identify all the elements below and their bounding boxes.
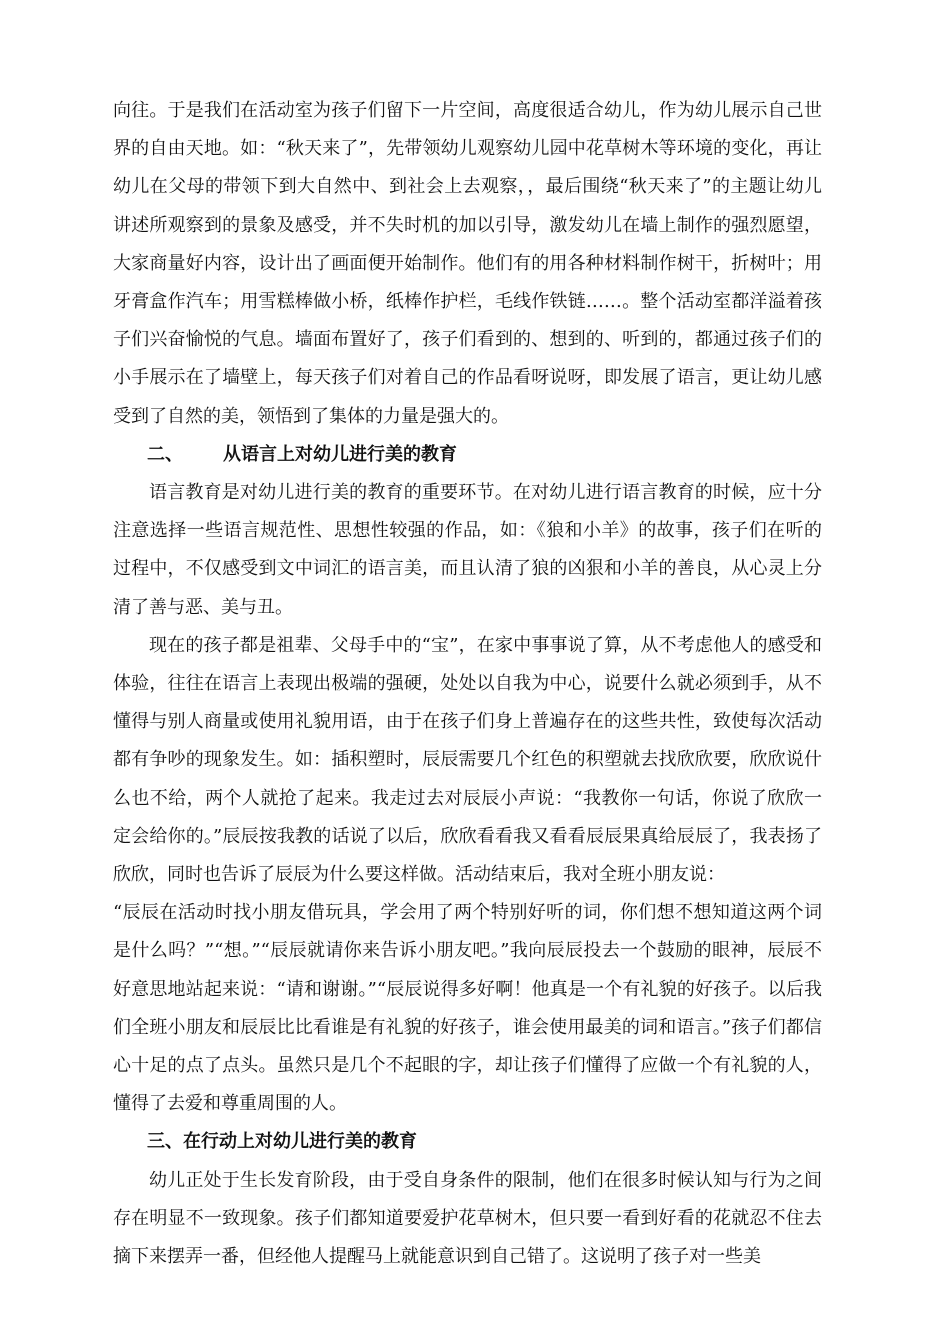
section-number: 三、 — [147, 1131, 183, 1153]
section-title: 在行动上对幼儿进行美的教育 — [183, 1131, 417, 1153]
section-heading — [113, 436, 822, 474]
body-paragraph: 幼儿正处于生长发育阶段，由于受自身条件的限制，他们在很多时候认知与行为之间存在明显不一致现象。孩子们都知道要爱护花草树木，但只要一看到好看的花就忍不住去摘下来摆弄一番，但经他人提醒马上就能意识到自己错了。这说明了孩子对一些美 — [113, 1169, 822, 1268]
section-number: 二、 — [147, 443, 183, 465]
body-paragraph: “辰辰在活动时找小朋友借玩具，学会用了两个特别好听的词，你们想不想知道这两个词是什么吗？”“想。”“辰辰就请你来告诉小朋友吧。”我向辰辰投去一个鼓励的眼神，辰辰不好意思地站起来说：“请和谢谢。”“辰辰说得多好啊！他真是一个有礼貌的好孩子。以后我们全班小朋友和辰辰比比看谁是有礼貌的好孩子，谁会使用最美的词和语言。”孩子们都信心十足的点了点头。虽然只是几个不起眼的字，却让孩子们懂得了应做一个有礼貌的人，懂得了去爱和尊重周围的人。 — [113, 902, 822, 1115]
body-paragraph: 现在的孩子都是祖辈、父母手中的“宝”，在家中事事说了算，从不考虑他人的感受和体验，往往在语言上表现出极端的强硬，处处以自我为中心，说要什么就必须到手，从不懂得与别人商量或使用礼貌用语，由于在孩子们身上普遍存在的这些共性，致使每次活动都有争吵的现象发生。如：插积塑时，辰辰需要几个红色的积塑就去找欣欣要，欣欣说什么也不给，两个人就抢了起来。我走过去对辰辰小声说：“我教你一句话，你说了欣欣一定会给你的。”辰辰按我教的话说了以后，欣欣看看我又看看辰辰果真给辰辰了，我表扬了欣欣，同时也告诉了辰辰为什么要这样做。活动结束后，我对全班小朋友说： — [113, 634, 822, 886]
body-paragraph: 语言教育是对幼儿进行美的教育的重要环节。在对幼儿进行语言教育的时候，应十分注意选择一些语言规范性、思想性较强的作品，如：《狼和小羊》的故事，孩子们在听的过程中，不仅感受到文中词汇的语言美，而且认清了狼的凶狠和小羊的善良，从心灵上分清了善与恶、美与丑。 — [113, 482, 822, 618]
section-title: 从语言上对幼儿进行美的教育 — [223, 443, 457, 465]
body-paragraph: 向往。于是我们在活动室为孩子们留下一片空间，高度很适合幼儿，作为幼儿展示自己世界的自由天地。如：“秋天来了”，先带领幼儿观察幼儿园中花草树木等环境的变化，再让幼儿在父母的带领下到大自然中、到社会上去观察，，最后围绕“秋天来了”的主题让幼儿讲述所观察到的景象及感受，并不失时机的加以引导，激发幼儿在墙上制作的强烈愿望，大家商量好内容，设计出了画面便开始制作。他们有的用各种材料制作树干，折树叶；用牙膏盒作汽车；用雪糕棒做小桥，纸棒作护栏，毛线作铁链……。整个活动室都洋溢着孩子们兴奋愉悦的气息。墙面布置好了，孩子们看到的、想到的、听到的，都通过孩子们的小手展示在了墙壁上，每天孩子们对着自己的作品看呀说呀，即发展了语言，更让幼儿感受到了自然的美，领悟到了集体的力量是强大的。 — [113, 100, 822, 427]
section-heading — [113, 1123, 822, 1161]
